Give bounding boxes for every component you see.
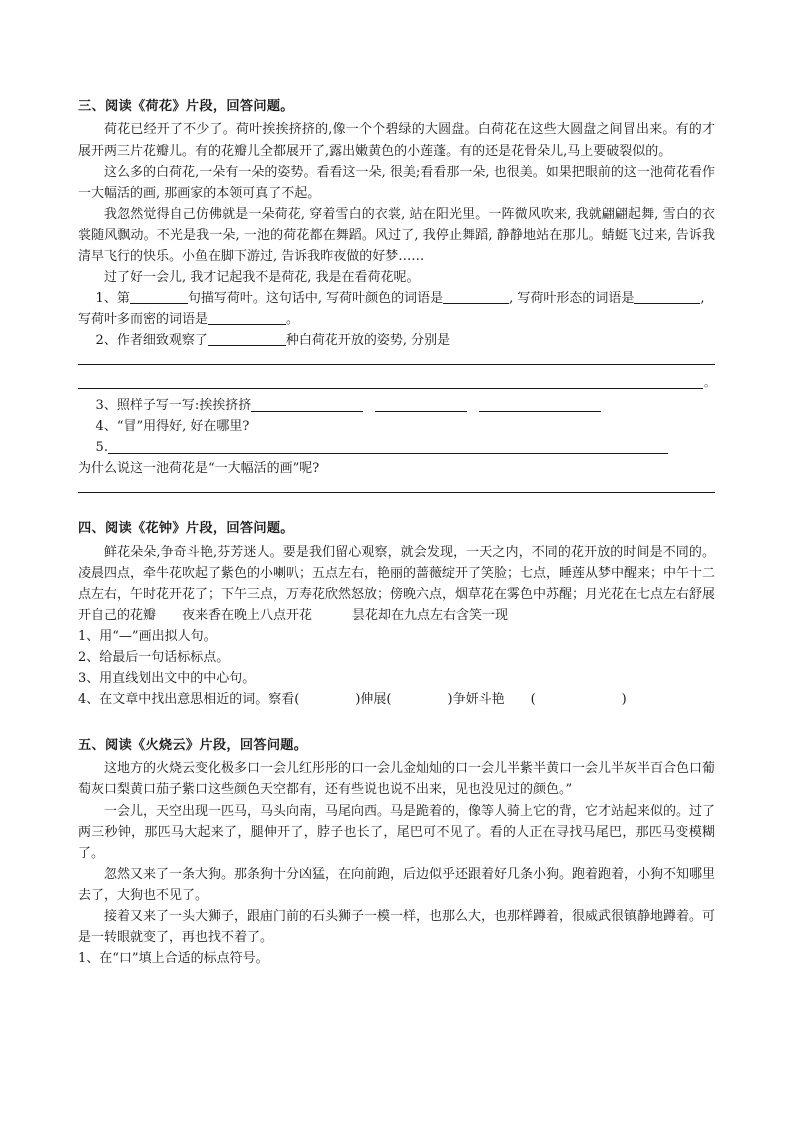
section-five-question-1-text: 在“口”填上合适的标点符号。 (99, 950, 269, 966)
section-three-paragraph-2: 这么多的白荷花,一朵有一朵的姿势。看看这一朵, 很美;看看那一朵, 也很美。如果把眼前的这一池荷花看作一大幅活的画, 那画家的本领可真了不起。 (78, 164, 715, 201)
answer-rule-3[interactable] (78, 492, 715, 493)
section-three-paragraph-1: 荷花已经开了不少了。荷叶挨挨挤挤的,像一个个碧绿的大圆盘。白荷花在这些大圆盘之间冒出来。有的才展开两三片花瓣儿。有的花瓣儿全都展开了,露出嫩黄色的小莲蓬。有的还是花骨朵儿,马上要破裂似的。 (78, 122, 715, 159)
question-3-text: 照样子写一写:挨挨挤挤 (116, 397, 252, 413)
section-four-question-1-text: 用“—”画出拟人句。 (99, 628, 217, 644)
section-four-question-4-mid1: )伸展( (355, 691, 392, 707)
section-four-question-3-number: 3、 (78, 670, 100, 686)
question-1-text-b: 句描写荷叶。这句话中, 写荷叶颜色的词语是 (187, 290, 444, 306)
question-1-blank-4[interactable] (208, 312, 286, 325)
question-5-blank[interactable] (108, 441, 668, 454)
question-1-text-a: 第 (116, 290, 130, 306)
question-1-blank-3[interactable] (634, 290, 700, 303)
section-four-question-3 (78, 668, 715, 689)
question-1-text-d: , 写荷叶多而密的词语是 (78, 290, 705, 327)
section-four-question-1 (78, 626, 715, 647)
section-four-question-3-text: 用直线划出文中的中心句。 (99, 670, 256, 686)
section-four-heading: 四、阅读《花钟》片段，回答问题。 (78, 521, 294, 537)
question-3-blank-1[interactable] (251, 399, 363, 412)
section-five-paragraph-1: 这地方的火烧云变化极多口一会儿红彤彤的口一会儿金灿灿的口一会儿半紫半黄口一会儿半灰半百合色口葡萄灰口梨黄口茄子紫口这些颜色天空都有，还有些说也说不出来，见也没见过的颜色。” (78, 761, 716, 798)
worksheet-page (78, 97, 715, 971)
section-four-question-4-lead: 在文章中找出意思相近的词。察看( (99, 691, 300, 707)
section-five-question-1 (78, 948, 715, 969)
section-three (78, 97, 715, 493)
question-5 (78, 437, 715, 458)
question-2-text-b: 种白荷花开放的姿势, 分别是 (285, 332, 451, 348)
section-four-question-2-number: 2、 (78, 649, 100, 665)
question-1-text-c: , 写荷叶形态的词语是 (509, 290, 635, 306)
question-2 (78, 330, 715, 351)
answer-rule-2-period: 。 (704, 375, 715, 389)
question-3-blank-3[interactable] (479, 399, 601, 412)
section-four-question-4 (78, 689, 715, 710)
section-three-paragraph-3: 我忽然觉得自己仿佛就是一朵荷花, 穿着雪白的衣裳, 站在阳光里。一阵微风吹来, 我就翩翩起舞, 雪白的衣裳随风飘动。不光是我一朵, 一池的荷花都在舞蹈。风过了, 我停止舞蹈, 静静地站在那儿。蜻蜓飞过来, 告诉我清早飞行的快乐。小鱼在脚下游过, 告诉我昨夜做的好梦…… (78, 206, 715, 264)
question-4 (78, 416, 715, 437)
question-1 (78, 288, 715, 330)
question-3 (78, 395, 715, 416)
section-four-paragraph-tail-1: 夜来香在晚上八点开花 (182, 607, 313, 623)
section-three-heading: 三、阅读《荷花》片段，回答问题。 (78, 99, 294, 114)
question-5-prompt: 为什么说这一池荷花是“一大幅活的画”呢? (78, 461, 320, 477)
question-1-text-e: 。 (286, 311, 300, 327)
question-3-number: 3、 (95, 397, 117, 413)
question-1-number: 1、 (95, 290, 117, 306)
section-four-question-2-text: 给最后一句话标标点。 (99, 649, 230, 665)
question-2-number: 2、 (95, 332, 117, 348)
question-1-blank-2[interactable] (443, 290, 509, 303)
section-five-paragraph-3: 忽然又来了一条大狗。那条狗十分凶猛，在向前跑，后边似乎还跟着好几条小狗。跑着跑着，小狗不知哪里去了，大狗也不见了。 (78, 866, 716, 903)
answer-rule-2[interactable] (78, 388, 703, 389)
section-five-paragraph-4: 接着又来了一头大狮子，跟庙门前的石头狮子一模一样，也那么大，也那样蹲着，很威武很镇静地蹲着。可是一转眼就变了，再也找不着了。 (78, 908, 716, 945)
question-4-number: 4、 (95, 419, 117, 435)
question-1-blank-1[interactable] (130, 290, 188, 303)
question-4-text: “冒”用得好, 好在哪里? (116, 419, 250, 435)
section-spacer-1 (78, 495, 715, 519)
question-2-text-a: 作者细致观察了 (116, 332, 208, 348)
section-five-paragraph-2: 一会儿，天空出现一匹马，马头向南，马尾向西。马是跪着的，像等人骑上它的背，它才站起来似的。过了两三秒钟，那匹马大起来了，腿伸开了，脖子也长了，尾巴可不见了。看的人正在寻找马尾巴，那匹马变模糊了。 (78, 803, 716, 861)
section-five-question-1-number: 1、 (78, 950, 100, 966)
question-3-blank-2[interactable] (375, 399, 467, 412)
section-four-paragraph-tail-2: 昙花却在九点左右含笑一现 (352, 607, 509, 623)
answer-rule-1[interactable] (78, 364, 715, 365)
question-5-number: 5. (95, 440, 108, 456)
section-four-question-4-close-paren: ) (621, 691, 627, 707)
section-four-paragraph-1 (78, 542, 715, 626)
section-four-question-4-mid2: )争妍斗艳 (447, 691, 505, 707)
section-five (78, 736, 715, 969)
section-four-question-4-open-paren: ( (530, 691, 536, 707)
section-three-paragraph-4: 过了好一会儿, 我才记起我不是荷花, 我是在看荷花呢。 (104, 269, 420, 285)
answer-rule-2-row (78, 375, 715, 389)
section-four-question-4-number: 4、 (78, 691, 100, 707)
question-2-blank-1[interactable] (208, 333, 286, 346)
section-five-heading: 五、阅读《火烧云》片段，回答问题。 (78, 737, 308, 753)
section-four-question-2 (78, 647, 715, 668)
section-four (78, 519, 715, 710)
section-four-paragraph-body: 鲜花朵朵,争奇斗艳,芬芳迷人。要是我们留心观察，就会发现，一天之内，不同的花开放的时间是不同的。凌晨四点，牵牛花吹起了紫色的小喇叭；五点左右，艳丽的蔷薇绽开了笑脸；七点，睡莲从梦中醒来；中午十二点左右，午时花开花了；下午三点，万寿花欣然怒放；傍晚六点，烟草花在雾色中苏醒；月光花在七点左右舒展开自己的花瓣 (78, 544, 716, 623)
section-four-question-1-number: 1、 (78, 628, 100, 644)
section-spacer-2 (78, 712, 715, 736)
